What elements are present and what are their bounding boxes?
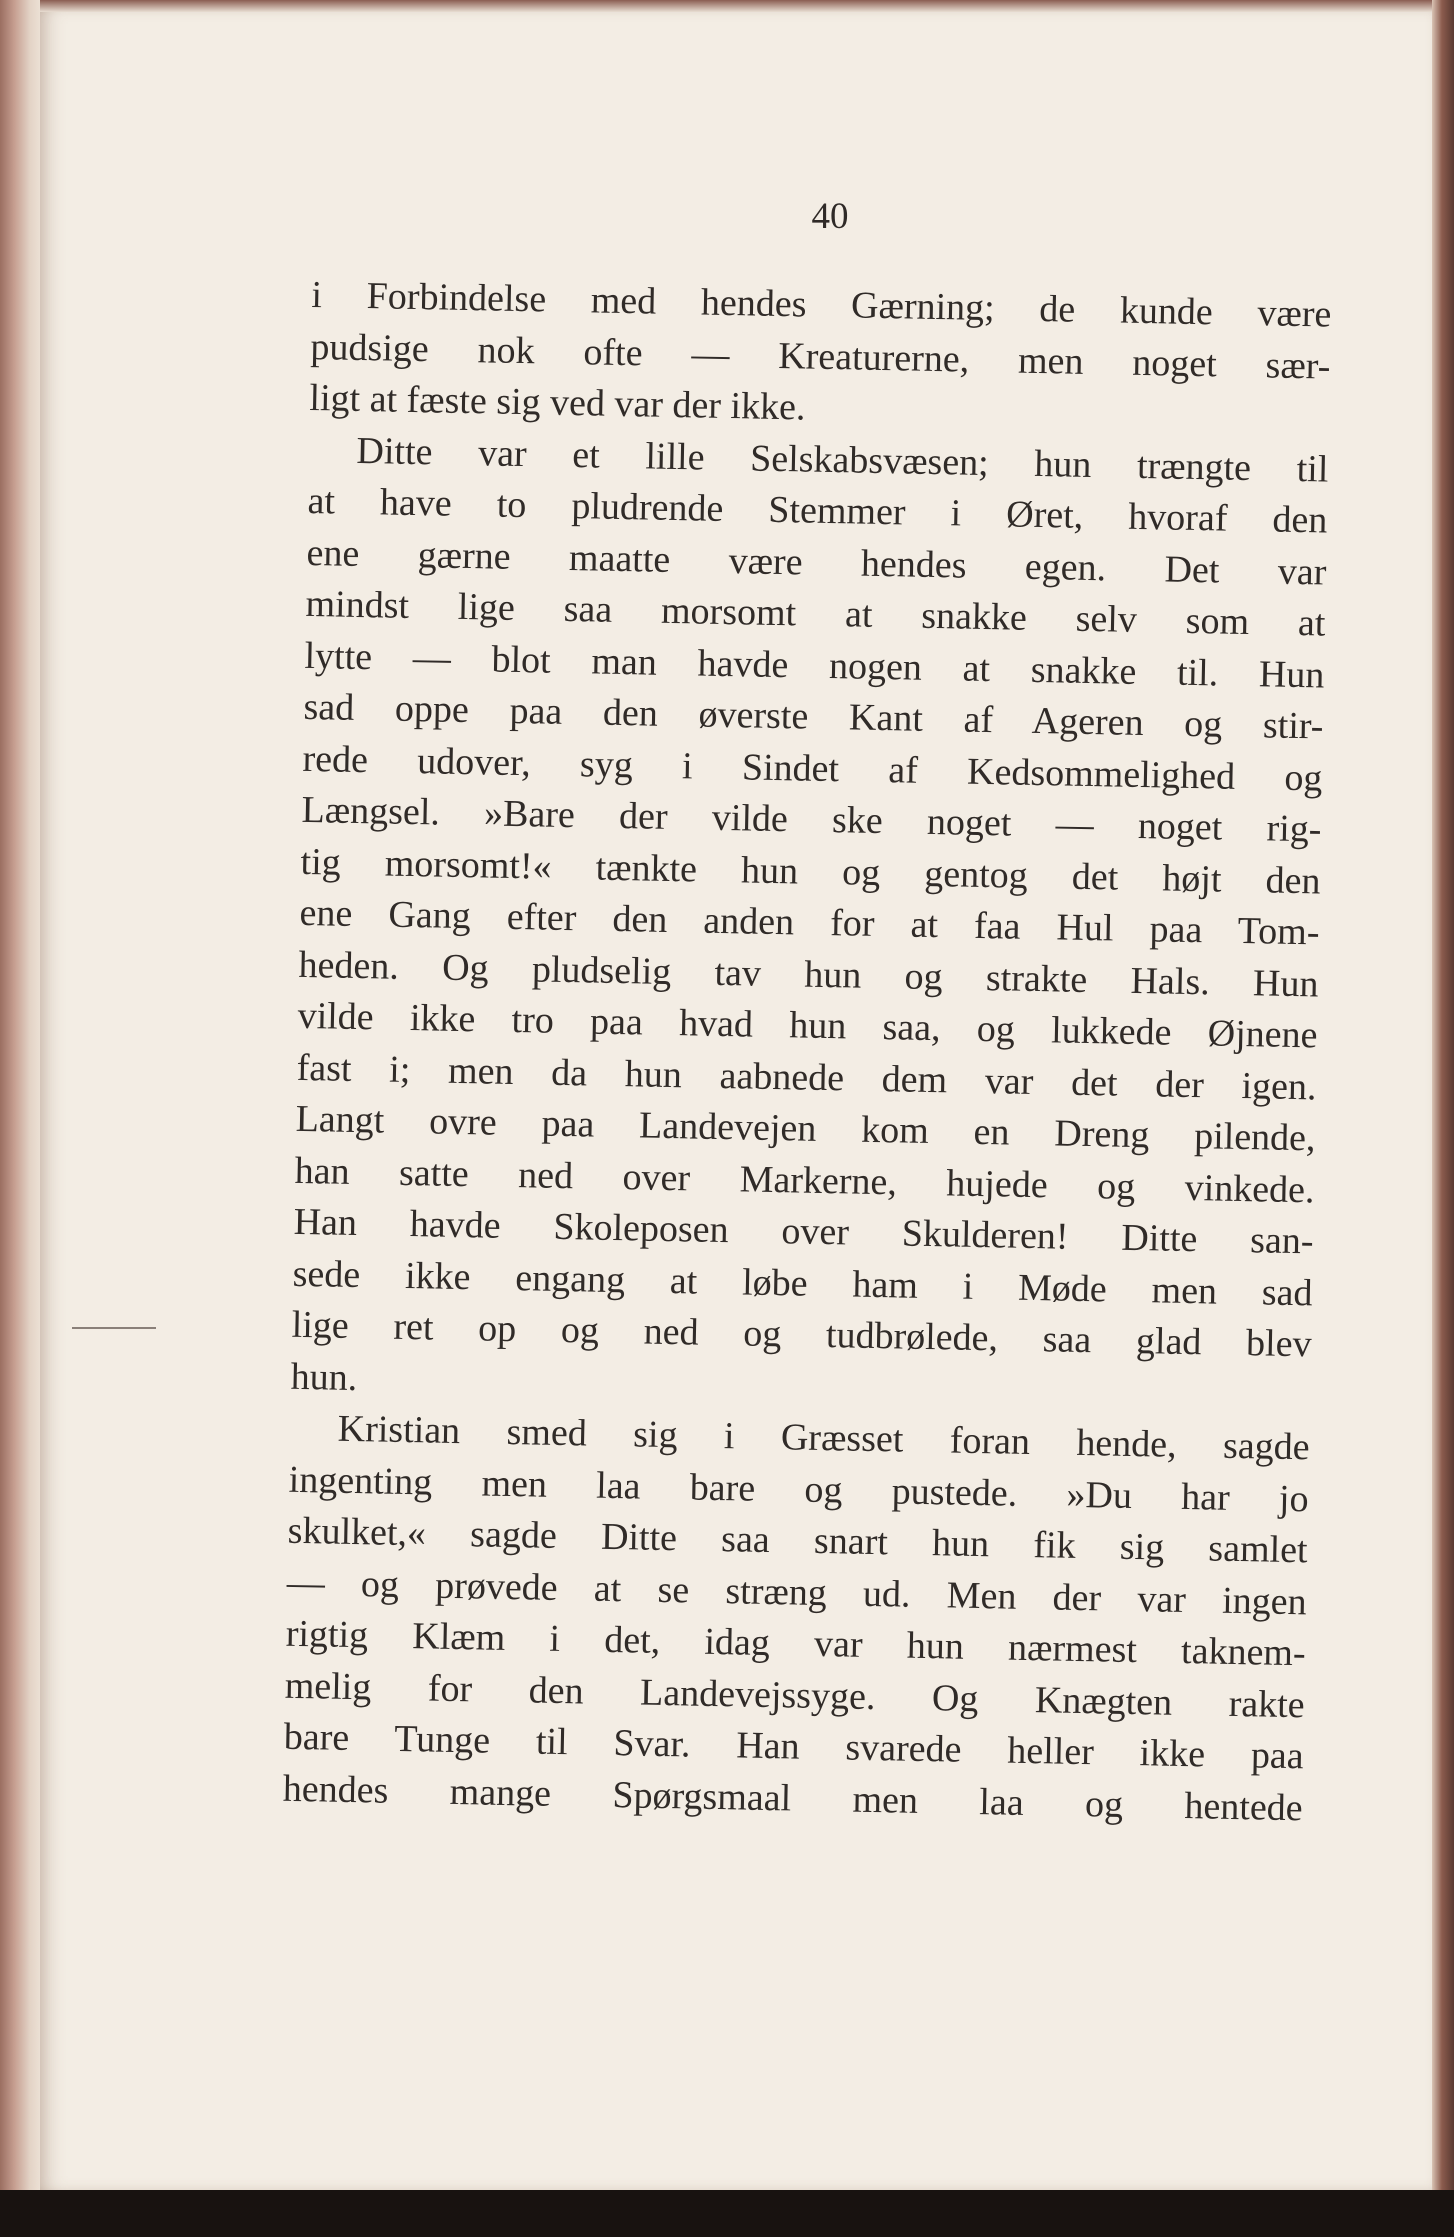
text-line: tig morsomt!« tænkte hun og gentog det højt den [300, 840, 1321, 902]
text-line: ene Gang efter den anden for at faa Hul paa Tom- [299, 891, 1320, 954]
text-line: skulket,« sagde Ditte saa snart hun fik sig samlet [287, 1509, 1309, 1572]
text-line: han satte ned over Markerne, hujede og vinkede. [294, 1149, 1315, 1211]
text-line: rigtig Klæm i det, idag var hun nærmest taknem- [285, 1612, 1307, 1675]
page-right-edge [1432, 0, 1454, 2190]
text-line: ligt at fæste sig ved var der ikke. [309, 376, 806, 429]
margin-mark [72, 1327, 156, 1329]
text-line: sad oppe paa den øverste Kant af Ageren og stir- [303, 685, 1324, 748]
text-line: vilde ikke tro paa hvad hun saa, og lukkede Øjnene [297, 994, 1318, 1057]
scan-background [0, 2190, 1454, 2237]
page-number: 40 [811, 196, 849, 237]
text-line: Længsel. »Bare der vilde ske noget — noget rig- [301, 788, 1322, 851]
text-line: hun. [290, 1355, 358, 1399]
text-line: ene gærne maatte være hendes egen. Det var [306, 531, 1327, 594]
text-line: ingenting men laa bare og pustede. »Du har jo [288, 1458, 1309, 1520]
body-text [282, 270, 1331, 1834]
text-line: at have to pludrende Stemmer i Øret, hvoraf den [307, 479, 1328, 542]
text-line: — og prøvede at se stræng ud. Men der var ingen [286, 1561, 1308, 1623]
text-line: i Forbindelse med hendes Gærning; de kunde være [311, 273, 1332, 336]
text-line: hendes mange Spørgsmaal men laa og hentede [282, 1767, 1304, 1829]
text-line: bare Tunge til Svar. Han svarede heller ikke paa [283, 1715, 1305, 1778]
book-binding [0, 0, 44, 2190]
text-line: Han havde Skoleposen over Skulderen! Ditte san- [293, 1200, 1314, 1263]
text-line: lige ret op og ned og tudbrølede, saa glad blev [291, 1303, 1312, 1366]
text-line: Kristian smed sig i Græsset foran hende, sagde [337, 1407, 1310, 1469]
text-line: fast i; men da hun aabnede dem var det der igen. [296, 1046, 1317, 1108]
text-line: sede ikke engang at løbe ham i Møde men sad [292, 1252, 1313, 1314]
text-line: lytte — blot man havde nogen at snakke til. Hun [304, 634, 1325, 697]
text-line: mindst lige saa morsomt at snakke selv som at [305, 582, 1326, 645]
text-line: Langt ovre paa Landevejen kom en Dreng pilende, [295, 1097, 1316, 1160]
text-line: heden. Og pludselig tav hun og strakte Hals. Hun [298, 943, 1319, 1005]
text-line: melig for den Landevejssyge. Og Knægten rakte [284, 1664, 1306, 1726]
text-line: rede udover, syg i Sindet af Kedsommelighed og [302, 737, 1323, 799]
text-line: Ditte var et lille Selskabsvæsen; hun trængte til [356, 429, 1329, 491]
page-top-edge [40, 0, 1440, 12]
text-line: pudsige nok ofte — Kreaturerne, men noget sær- [310, 325, 1331, 388]
